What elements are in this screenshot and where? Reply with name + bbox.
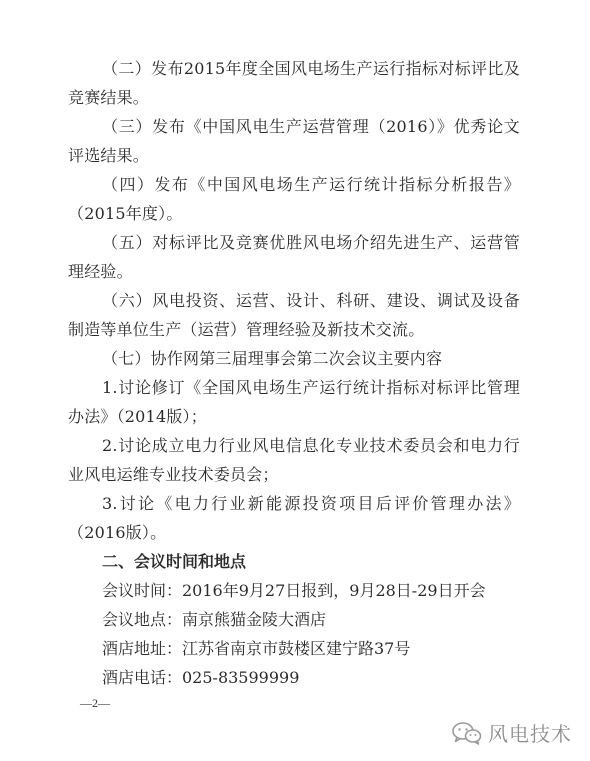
paragraph-item-5: （五）对标评比及竞赛优胜风电场介绍先进生产、运营管理经验。 (68, 233, 520, 281)
paragraph-subitem-1: 1.讨论修订《全国风电场生产运行统计指标对标评比管理办法》（2014版）； (68, 378, 520, 426)
meeting-venue: 会议地点：南京熊猫金陵大酒店 (102, 610, 327, 629)
wechat-icon (452, 721, 482, 745)
watermark-text: 风电技术 (488, 722, 572, 746)
watermark (452, 718, 572, 747)
document-body (68, 54, 520, 692)
page-number: —2— (80, 696, 110, 710)
hotel-phone: 酒店电话：025-83599999 (102, 668, 300, 687)
paragraph-subitem-3: 3.讨论《电力行业新能源投资项目后评价管理办法》（2016版）。 (68, 494, 520, 542)
paragraph-item-6: （六）风电投资、运营、设计、科研、建设、调试及设备制造等单位生产（运营）管理经验及新技术交流。 (68, 291, 520, 339)
paragraph-subitem-2: 2.讨论成立电力行业风电信息化专业技术委员会和电力行业风电运维专业技术委员会； (68, 436, 520, 484)
paragraph-item-7: （七）协作网第三届理事会第二次会议主要内容 (102, 349, 443, 368)
section-heading: 二、会议时间和地点 (102, 552, 247, 571)
meeting-time: 会议时间：2016年9月27日报到，9月28日-29日开会 (102, 581, 486, 600)
hotel-address: 酒店地址：江苏省南京市鼓楼区建宁路37号 (102, 639, 411, 658)
paragraph-item-2: （二）发布2015年度全国风电场生产运行指标对标评比及竞赛结果。 (68, 59, 520, 107)
paragraph-item-4: （四）发布《中国风电场生产运行统计指标分析报告》（2015年度）。 (68, 175, 520, 223)
paragraph-item-3: （三）发布《中国风电生产运营管理（2016）》优秀论文评选结果。 (68, 117, 520, 165)
